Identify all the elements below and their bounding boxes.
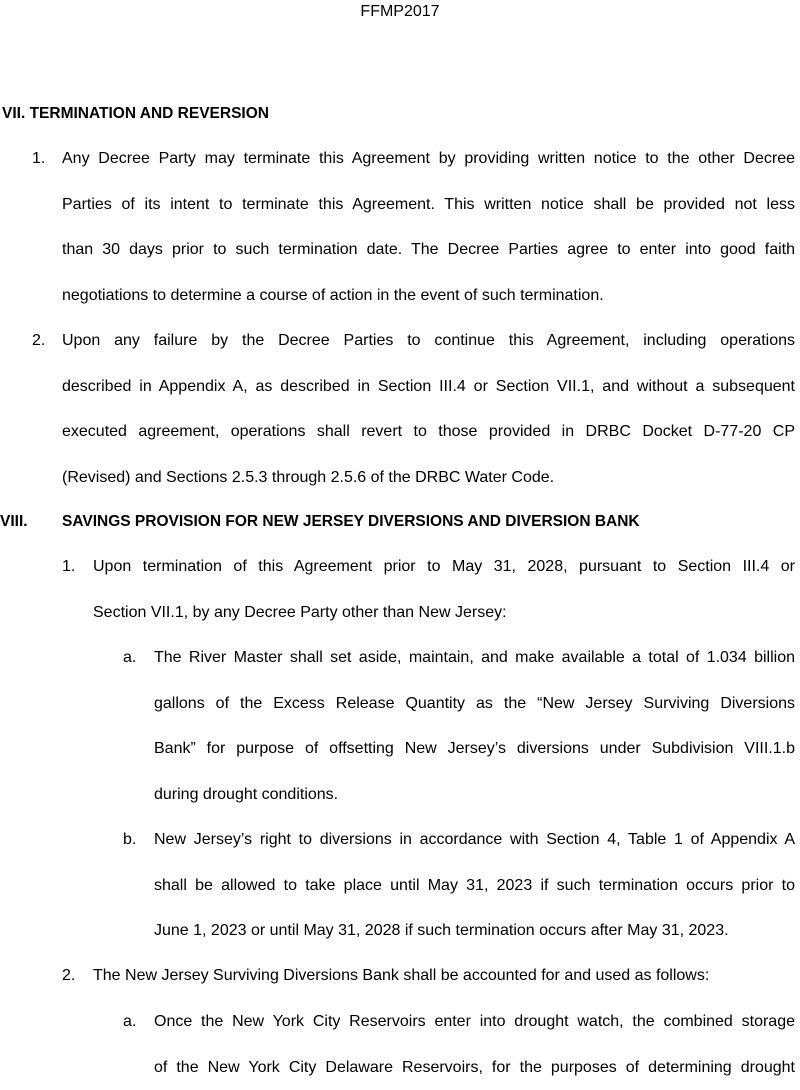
- paragraph: [93, 953, 795, 999]
- list-marker: 1.: [62, 544, 75, 590]
- text-line: executed agreement, operations shall revert to those provided in DRBC Docket D-77-20 CP: [62, 409, 795, 455]
- text-line: gallons of the Excess Release Quantity as the “New Jersey Surviving Diversions: [154, 681, 795, 727]
- text-line: described in Appendix A, as described in Section III.4 or Section VII.1, and without a subsequent: [62, 364, 795, 410]
- text-line: New Jersey’s right to diversions in accordance with Section 4, Table 1 of Appendix A: [154, 817, 795, 863]
- text-line: (Revised) and Sections 2.5.3 through 2.5.6 of the DRBC Water Code.: [62, 455, 795, 501]
- text-line: during drought conditions.: [154, 772, 795, 818]
- list-marker: a.: [123, 635, 136, 681]
- paragraph: [154, 817, 795, 954]
- text-line: The New Jersey Surviving Diversions Bank shall be accounted for and used as follows:: [93, 953, 795, 999]
- running-header: FFMP2017: [0, 2, 800, 22]
- text-line: The River Master shall set aside, maintain, and make available a total of 1.034 billion: [154, 635, 795, 681]
- text-line: Once the New York City Reservoirs enter into drought watch, the combined storage: [154, 999, 795, 1045]
- list-marker: 2.: [32, 318, 45, 364]
- list-marker: 1.: [32, 136, 45, 182]
- text-line: Upon any failure by the Decree Parties to continue this Agreement, including operations: [62, 318, 795, 364]
- list-marker: b.: [123, 817, 136, 863]
- text-line: Section VII.1, by any Decree Party other than New Jersey:: [93, 590, 795, 636]
- text-line: Bank” for purpose of offsetting New Jersey’s diversions under Subdivision VIII.1.b: [154, 726, 795, 772]
- text-line: than 30 days prior to such termination date. The Decree Parties agree to enter into good faith: [62, 227, 795, 273]
- section-number: VIII.: [0, 512, 28, 532]
- paragraph: [62, 136, 795, 318]
- section-vii-heading: VII. TERMINATION AND REVERSION: [2, 104, 269, 124]
- text-line: shall be allowed to take place until May 31, 2023 if such termination occurs prior to: [154, 863, 795, 909]
- paragraph: [62, 318, 795, 500]
- paragraph: [154, 999, 795, 1090]
- text-line: of the New York City Delaware Reservoirs, for the purposes of determining drought: [154, 1045, 795, 1090]
- paragraph: [93, 544, 795, 635]
- text-line: Any Decree Party may terminate this Agreement by providing written notice to the other Decree: [62, 136, 795, 182]
- list-marker: a.: [123, 999, 136, 1045]
- text-line: Upon termination of this Agreement prior to May 31, 2028, pursuant to Section III.4 or: [93, 544, 795, 590]
- section-title: SAVINGS PROVISION FOR NEW JERSEY DIVERSIONS AND DIVERSION BANK: [62, 512, 640, 532]
- text-line: Parties of its intent to terminate this Agreement. This written notice shall be provided not less: [62, 182, 795, 228]
- paragraph: [154, 635, 795, 817]
- list-marker: 2.: [62, 953, 75, 999]
- text-line: negotiations to determine a course of action in the event of such termination.: [62, 273, 795, 319]
- text-line: June 1, 2023 or until May 31, 2028 if such termination occurs after May 31, 2023.: [154, 908, 795, 954]
